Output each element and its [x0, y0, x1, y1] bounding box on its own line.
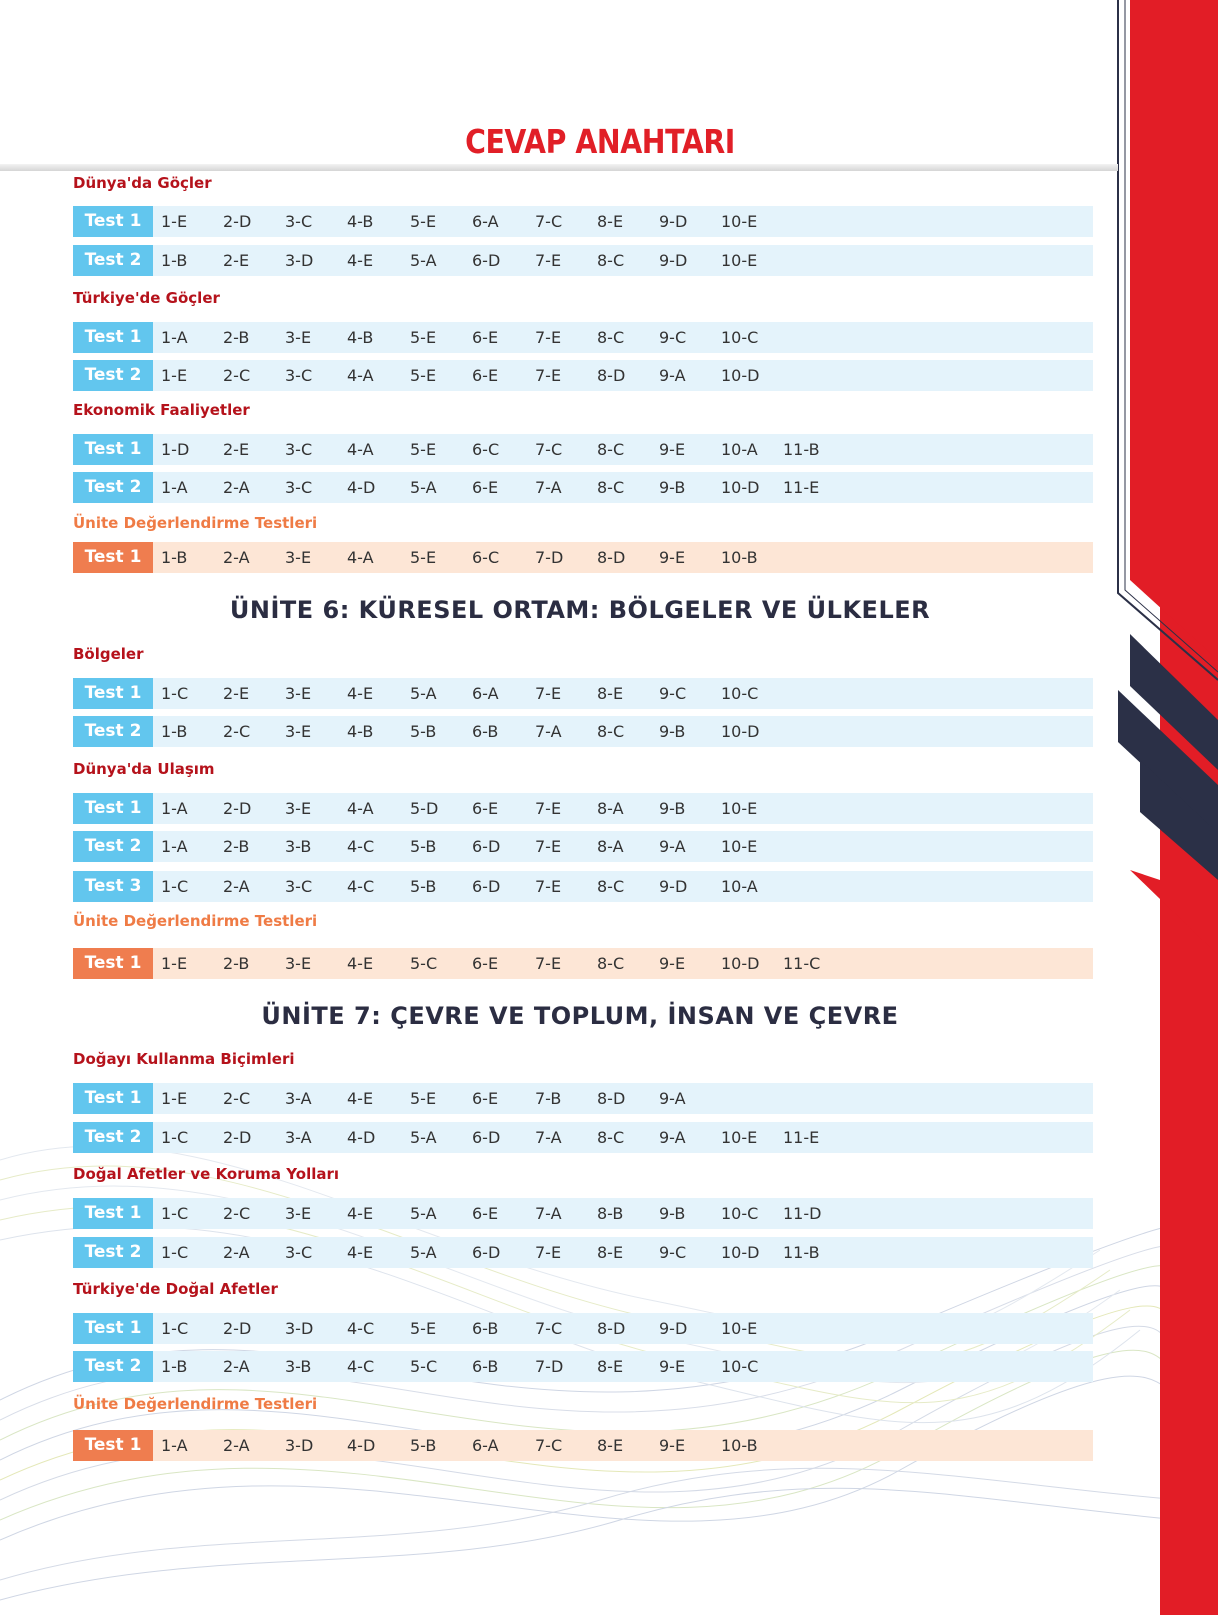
answer-row: [73, 871, 1093, 902]
answer-cell: 7-E: [535, 328, 562, 347]
test-label-badge: Test 1: [73, 793, 153, 824]
test-label-badge: Test 1: [73, 1198, 153, 1229]
section-heading: Ünite Değerlendirme Testleri: [73, 1395, 318, 1413]
answer-cell: 1-A: [161, 328, 188, 347]
answer-cell: 4-C: [347, 877, 375, 896]
answer-row: [73, 1083, 1093, 1114]
answer-cell: 6-B: [472, 722, 499, 741]
answer-cell: 7-B: [535, 1089, 562, 1108]
answer-cell: 2-B: [223, 328, 250, 347]
test-label-badge: Test 1: [73, 542, 153, 573]
answer-cell: 7-E: [535, 366, 562, 385]
answer-cell: 3-A: [285, 1089, 312, 1108]
test-label-badge: Test 1: [73, 322, 153, 353]
answer-cell: 4-A: [347, 366, 374, 385]
answer-cell: 10-A: [721, 440, 758, 459]
answer-cell: 4-C: [347, 1357, 375, 1376]
answer-cell: 7-E: [535, 877, 562, 896]
answer-cell: 3-B: [285, 1357, 312, 1376]
answer-cell: 5-A: [410, 1243, 437, 1262]
answer-cell: 9-D: [659, 212, 688, 231]
answer-row: [73, 948, 1093, 979]
answer-cell: 9-C: [659, 328, 687, 347]
answer-cell: 4-C: [347, 837, 375, 856]
answer-cell: 9-D: [659, 1319, 688, 1338]
answer-cell: 4-B: [347, 722, 374, 741]
answer-cell: 8-E: [597, 1436, 624, 1455]
answer-cell: 5-E: [410, 440, 437, 459]
answer-cell: 3-C: [285, 440, 313, 459]
answer-cell: 3-D: [285, 251, 314, 270]
answer-cell: 4-E: [347, 1089, 374, 1108]
answer-cell: 5-A: [410, 251, 437, 270]
answer-row: [73, 206, 1093, 237]
answer-cell: 8-C: [597, 954, 625, 973]
section-heading: Dünya'da Göçler: [73, 174, 212, 192]
answer-cell: 7-A: [535, 1128, 562, 1147]
answer-cell: 8-B: [597, 1204, 624, 1223]
answer-cell: 4-D: [347, 478, 376, 497]
answer-cell: 2-A: [223, 1357, 250, 1376]
answer-cell: 10-D: [721, 722, 760, 741]
answer-row: [73, 322, 1093, 353]
answer-cell: 7-D: [535, 548, 564, 567]
test-label-badge: Test 3: [73, 871, 153, 902]
answer-row: [73, 831, 1093, 862]
answer-cell: 10-E: [721, 1319, 758, 1338]
answer-cell: 2-D: [223, 799, 252, 818]
answer-cell: 5-B: [410, 877, 437, 896]
answer-cell: 1-C: [161, 1128, 189, 1147]
answer-cell: 1-B: [161, 548, 188, 567]
answer-cell: 2-D: [223, 1319, 252, 1338]
section-heading: Ünite Değerlendirme Testleri: [73, 514, 318, 532]
test-label-badge: Test 1: [73, 1430, 153, 1461]
answer-cell: 9-C: [659, 684, 687, 703]
answer-cell: 1-A: [161, 799, 188, 818]
answer-cell: 1-E: [161, 366, 188, 385]
answer-cell: 4-D: [347, 1128, 376, 1147]
answer-cell: 7-A: [535, 722, 562, 741]
answer-cell: 5-E: [410, 212, 437, 231]
answer-cell: 6-D: [472, 877, 501, 896]
answer-cell: 10-D: [721, 366, 760, 385]
answer-cell: 2-B: [223, 954, 250, 973]
answer-cell: 9-B: [659, 722, 686, 741]
section-heading: Ekonomik Faaliyetler: [73, 401, 250, 419]
answer-cell: 8-E: [597, 1357, 624, 1376]
answer-row: [73, 1430, 1093, 1461]
answer-cell: 4-E: [347, 684, 374, 703]
answer-cell: 3-C: [285, 1243, 313, 1262]
answer-cell: 8-E: [597, 1243, 624, 1262]
answer-cell: 9-C: [659, 1243, 687, 1262]
answer-cell: 9-D: [659, 877, 688, 896]
test-label-badge: Test 2: [73, 716, 153, 747]
answer-cell: 2-A: [223, 1243, 250, 1262]
answer-cell: 6-E: [472, 799, 499, 818]
answer-cell: 5-E: [410, 1319, 437, 1338]
answer-cell: 2-C: [223, 1204, 251, 1223]
answer-row: [73, 360, 1093, 391]
answer-row: [73, 678, 1093, 709]
answer-cell: 2-A: [223, 478, 250, 497]
section-heading: Dünya'da Ulaşım: [73, 760, 215, 778]
answer-cell: 1-B: [161, 251, 188, 270]
answer-cell: 1-D: [161, 440, 190, 459]
answer-cell: 7-E: [535, 684, 562, 703]
answer-cell: 9-E: [659, 954, 686, 973]
answer-cell: 8-C: [597, 877, 625, 896]
answer-cell: 5-A: [410, 684, 437, 703]
answer-cell: 2-B: [223, 837, 250, 856]
answer-cell: 4-C: [347, 1319, 375, 1338]
answer-cell: 2-A: [223, 548, 250, 567]
answer-cell: 9-E: [659, 548, 686, 567]
unit-title: ÜNİTE 7: ÇEVRE VE TOPLUM, İNSAN VE ÇEVRE: [261, 1002, 899, 1030]
answer-cell: 10-E: [721, 837, 758, 856]
answer-cell: 3-B: [285, 837, 312, 856]
answer-cell: 3-E: [285, 799, 312, 818]
answer-cell: 7-C: [535, 1319, 563, 1338]
test-label-badge: Test 2: [73, 472, 153, 503]
answer-cell: 6-B: [472, 1357, 499, 1376]
section-heading: Ünite Değerlendirme Testleri: [73, 912, 318, 930]
answer-cell: 8-C: [597, 328, 625, 347]
answer-cell: 7-C: [535, 212, 563, 231]
answer-cell: 2-E: [223, 440, 250, 459]
answer-cell: 1-A: [161, 478, 188, 497]
answer-cell: 5-B: [410, 837, 437, 856]
section-heading: Doğal Afetler ve Koruma Yolları: [73, 1165, 340, 1183]
answer-cell: 1-A: [161, 837, 188, 856]
section-heading: Türkiye'de Doğal Afetler: [73, 1280, 278, 1298]
answer-cell: 8-C: [597, 1128, 625, 1147]
answer-cell: 8-A: [597, 837, 624, 856]
answer-cell: 8-D: [597, 366, 626, 385]
answer-cell: 5-E: [410, 328, 437, 347]
unit-title: ÜNİTE 6: KÜRESEL ORTAM: BÖLGELER VE ÜLKELER: [229, 596, 931, 624]
answer-cell: 3-C: [285, 877, 313, 896]
answer-cell: 9-B: [659, 478, 686, 497]
answer-cell: 2-A: [223, 877, 250, 896]
test-label-badge: Test 2: [73, 360, 153, 391]
answer-cell: 6-C: [472, 548, 500, 567]
answer-cell: 1-E: [161, 212, 188, 231]
answer-row: [73, 1237, 1093, 1268]
test-label-badge: Test 2: [73, 1237, 153, 1268]
answer-cell: 6-E: [472, 328, 499, 347]
page-title: CEVAP ANAHTARI: [465, 122, 735, 161]
answer-cell: 7-D: [535, 1357, 564, 1376]
answer-cell: 7-E: [535, 954, 562, 973]
answer-cell: 3-E: [285, 1204, 312, 1223]
answer-cell: 8-C: [597, 251, 625, 270]
answer-cell: 11-C: [783, 954, 821, 973]
answer-cell: 4-E: [347, 1243, 374, 1262]
answer-cell: 3-D: [285, 1319, 314, 1338]
answer-cell: 10-D: [721, 478, 760, 497]
answer-cell: 4-B: [347, 328, 374, 347]
answer-cell: 7-E: [535, 1243, 562, 1262]
answer-cell: 5-E: [410, 548, 437, 567]
answer-cell: 1-C: [161, 1243, 189, 1262]
answer-row: [73, 472, 1093, 503]
answer-cell: 8-C: [597, 722, 625, 741]
test-label-badge: Test 1: [73, 1313, 153, 1344]
answer-cell: 4-A: [347, 440, 374, 459]
answer-cell: 5-C: [410, 954, 438, 973]
answer-cell: 9-A: [659, 1089, 686, 1108]
answer-cell: 6-C: [472, 440, 500, 459]
answer-cell: 10-A: [721, 877, 758, 896]
answer-cell: 1-B: [161, 722, 188, 741]
answer-cell: 9-E: [659, 1357, 686, 1376]
answer-row: [73, 793, 1093, 824]
answer-cell: 1-C: [161, 684, 189, 703]
test-label-badge: Test 2: [73, 831, 153, 862]
answer-cell: 8-E: [597, 212, 624, 231]
answer-cell: 9-E: [659, 440, 686, 459]
answer-cell: 1-E: [161, 954, 188, 973]
answer-cell: 3-C: [285, 366, 313, 385]
answer-cell: 6-D: [472, 1243, 501, 1262]
answer-cell: 2-C: [223, 722, 251, 741]
answer-cell: 8-C: [597, 478, 625, 497]
answer-cell: 7-C: [535, 440, 563, 459]
answer-cell: 6-A: [472, 212, 499, 231]
answer-cell: 3-C: [285, 478, 313, 497]
test-label-badge: Test 1: [73, 434, 153, 465]
test-label-badge: Test 1: [73, 206, 153, 237]
section-heading: Türkiye'de Göçler: [73, 289, 220, 307]
answer-cell: 3-E: [285, 328, 312, 347]
answer-cell: 5-A: [410, 1204, 437, 1223]
answer-cell: 3-D: [285, 1436, 314, 1455]
answer-cell: 9-A: [659, 366, 686, 385]
answer-cell: 3-E: [285, 722, 312, 741]
answer-cell: 7-E: [535, 837, 562, 856]
answer-cell: 10-D: [721, 954, 760, 973]
answer-cell: 4-A: [347, 548, 374, 567]
answer-cell: 6-D: [472, 1128, 501, 1147]
answer-cell: 7-E: [535, 251, 562, 270]
answer-cell: 11-E: [783, 1128, 820, 1147]
answer-cell: 4-B: [347, 212, 374, 231]
answer-cell: 5-A: [410, 1128, 437, 1147]
answer-cell: 6-D: [472, 251, 501, 270]
answer-cell: 5-E: [410, 366, 437, 385]
answer-row: [73, 1198, 1093, 1229]
answer-cell: 9-D: [659, 251, 688, 270]
answer-cell: 6-E: [472, 1089, 499, 1108]
answer-cell: 11-D: [783, 1204, 822, 1223]
answer-cell: 10-E: [721, 251, 758, 270]
answer-cell: 8-D: [597, 1089, 626, 1108]
answer-cell: 5-C: [410, 1357, 438, 1376]
test-label-badge: Test 1: [73, 948, 153, 979]
answer-cell: 10-D: [721, 1243, 760, 1262]
answer-cell: 7-A: [535, 478, 562, 497]
section-heading: Doğayı Kullanma Biçimleri: [73, 1050, 295, 1068]
answer-cell: 10-E: [721, 212, 758, 231]
answer-cell: 4-E: [347, 1204, 374, 1223]
answer-cell: 1-B: [161, 1357, 188, 1376]
answer-cell: 6-D: [472, 837, 501, 856]
answer-cell: 3-C: [285, 212, 313, 231]
answer-cell: 10-C: [721, 1204, 759, 1223]
answer-row: [73, 245, 1093, 276]
answer-cell: 9-A: [659, 1128, 686, 1147]
test-label-badge: Test 1: [73, 1083, 153, 1114]
answer-cell: 8-E: [597, 684, 624, 703]
test-label-badge: Test 1: [73, 678, 153, 709]
answer-cell: 1-C: [161, 1319, 189, 1338]
answer-cell: 1-C: [161, 877, 189, 896]
answer-cell: 7-C: [535, 1436, 563, 1455]
answer-cell: 11-B: [783, 1243, 820, 1262]
answer-cell: 5-A: [410, 478, 437, 497]
answer-cell: 6-E: [472, 366, 499, 385]
answer-cell: 3-E: [285, 684, 312, 703]
answer-cell: 3-A: [285, 1128, 312, 1147]
answer-cell: 9-E: [659, 1436, 686, 1455]
answer-cell: 10-C: [721, 684, 759, 703]
answer-cell: 2-D: [223, 1128, 252, 1147]
answer-cell: 4-A: [347, 799, 374, 818]
answer-cell: 5-E: [410, 1089, 437, 1108]
answer-cell: 1-C: [161, 1204, 189, 1223]
answer-cell: 4-D: [347, 1436, 376, 1455]
answer-cell: 1-E: [161, 1089, 188, 1108]
answer-cell: 11-E: [783, 478, 820, 497]
answer-cell: 2-E: [223, 684, 250, 703]
answer-cell: 10-E: [721, 1128, 758, 1147]
answer-row: [73, 1351, 1093, 1382]
answer-cell: 7-E: [535, 799, 562, 818]
answer-cell: 10-C: [721, 1357, 759, 1376]
answer-cell: 5-B: [410, 1436, 437, 1455]
answer-row: [73, 542, 1093, 573]
answer-cell: 8-D: [597, 548, 626, 567]
answer-row: [73, 434, 1093, 465]
answer-cell: 10-C: [721, 328, 759, 347]
answer-cell: 5-D: [410, 799, 439, 818]
answer-cell: 2-E: [223, 251, 250, 270]
answer-cell: 9-B: [659, 799, 686, 818]
answer-cell: 3-E: [285, 548, 312, 567]
answer-cell: 6-E: [472, 478, 499, 497]
answer-cell: 6-B: [472, 1319, 499, 1338]
answer-cell: 11-B: [783, 440, 820, 459]
answer-cell: 2-C: [223, 366, 251, 385]
answer-cell: 10-E: [721, 799, 758, 818]
answer-cell: 9-A: [659, 837, 686, 856]
answer-cell: 8-D: [597, 1319, 626, 1338]
answer-cell: 6-A: [472, 1436, 499, 1455]
answer-cell: 6-E: [472, 954, 499, 973]
answer-cell: 7-A: [535, 1204, 562, 1223]
answer-row: [73, 1313, 1093, 1344]
answer-cell: 2-D: [223, 212, 252, 231]
answer-cell: 4-E: [347, 954, 374, 973]
answer-cell: 10-B: [721, 548, 758, 567]
answer-cell: 2-C: [223, 1089, 251, 1108]
answer-row: [73, 716, 1093, 747]
test-label-badge: Test 2: [73, 1122, 153, 1153]
test-label-badge: Test 2: [73, 245, 153, 276]
answer-cell: 8-A: [597, 799, 624, 818]
answer-cell: 8-C: [597, 440, 625, 459]
section-heading: Bölgeler: [73, 645, 144, 663]
answer-cell: 2-A: [223, 1436, 250, 1455]
answer-cell: 6-A: [472, 684, 499, 703]
answer-cell: 6-E: [472, 1204, 499, 1223]
answer-cell: 1-A: [161, 1436, 188, 1455]
answer-cell: 9-B: [659, 1204, 686, 1223]
answer-cell: 4-E: [347, 251, 374, 270]
answer-cell: 3-E: [285, 954, 312, 973]
test-label-badge: Test 2: [73, 1351, 153, 1382]
answer-cell: 10-B: [721, 1436, 758, 1455]
answer-cell: 5-B: [410, 722, 437, 741]
answer-row: [73, 1122, 1093, 1153]
